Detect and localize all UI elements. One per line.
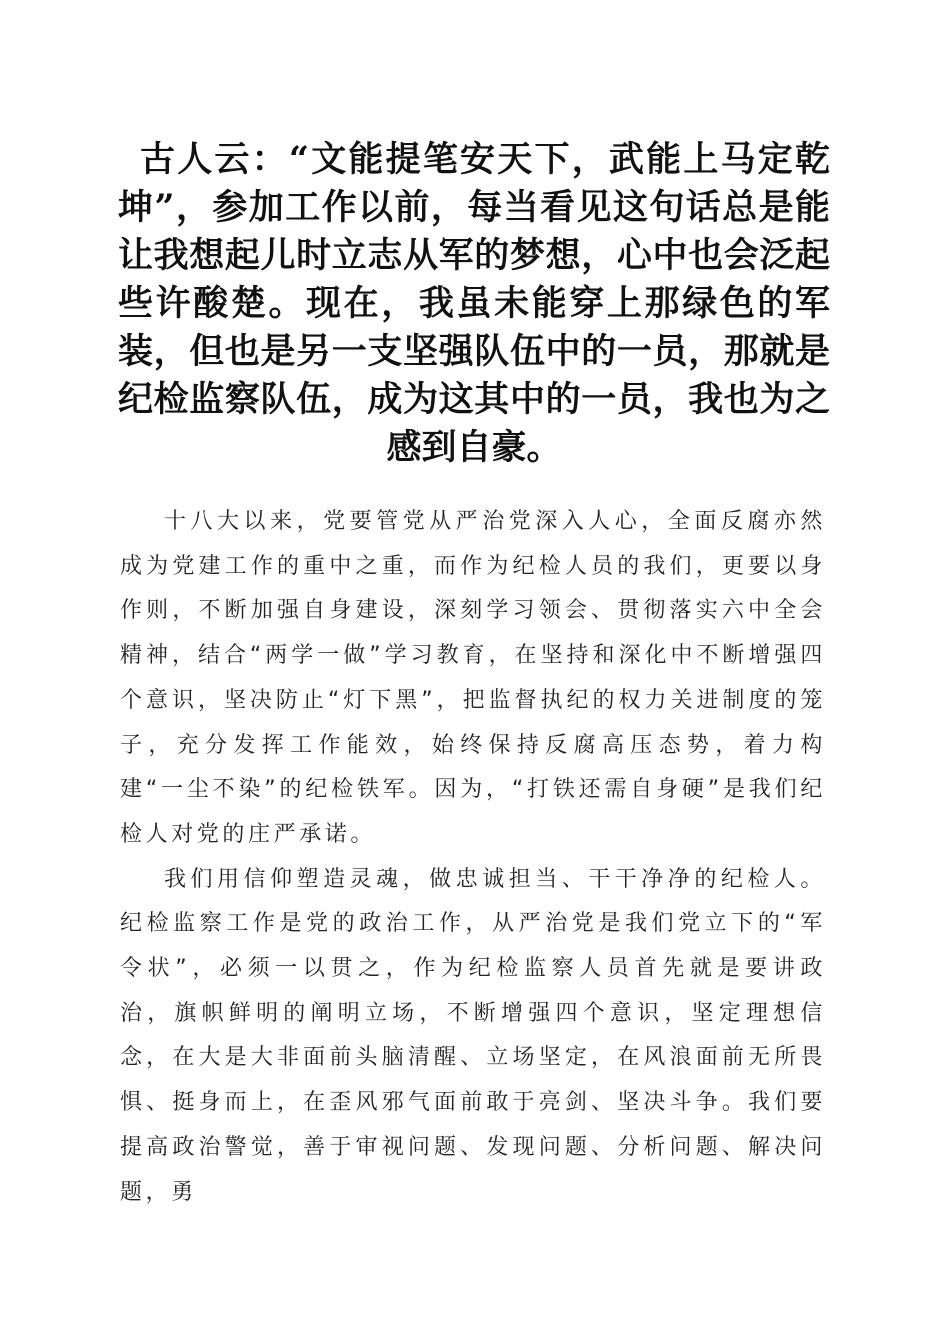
opening-heading: 古人云：“文能提笔安天下，武能上马定乾坤”，参加工作以前，每当看见这句话总是能让我想起儿时立志从军的梦想，心中也会泛起些许酸楚。现在，我虽未能穿上那绿色的军装，但也是另一支坚强队伍中的一员，那就是纪检监察队伍，成为这其中的一员，我也为之感到自豪。 <box>118 139 830 468</box>
paragraph-2: 我们用信仰塑造灵魂，做忠诚担当、干干净净的纪检人。纪检监察工作是党的政治工作，从严治党是我们党立下的“军令状”，必须一以贯之，作为纪检监察人员首先就是要讲政治，旗帜鲜明的阐明立场，不断增强四个意识，坚定理想信念，在大是大非面前头脑清醒、立场坚定，在风浪面前无所畏惧、挺身而上，在歪风邪气面前敢于亮剑、坚决斗争。我们要提高政治警觉，善于审视问题、发现问题、分析问题、解决问题，勇 <box>120 866 826 1205</box>
paragraph-1: 十八大以来，党要管党从严治党深入人心，全面反腐亦然成为党建工作的重中之重，而作为纪检人员的我们，更要以身作则，不断加强自身建设，深刻学习领会、贯彻落实六中全会精神，结合“两学一做”学习教育，在坚持和深化中不断增强四个意识，坚决防止“灯下黑”，把监督执纪的权力关进制度的笼子，充分发挥工作能效，始终保持反腐高压态势，着力构建“一尘不染”的纪检铁军。因为，“打铁还需自身硬”是我们纪检人对党的庄严承诺。 <box>120 509 826 847</box>
body-text <box>120 500 826 1215</box>
